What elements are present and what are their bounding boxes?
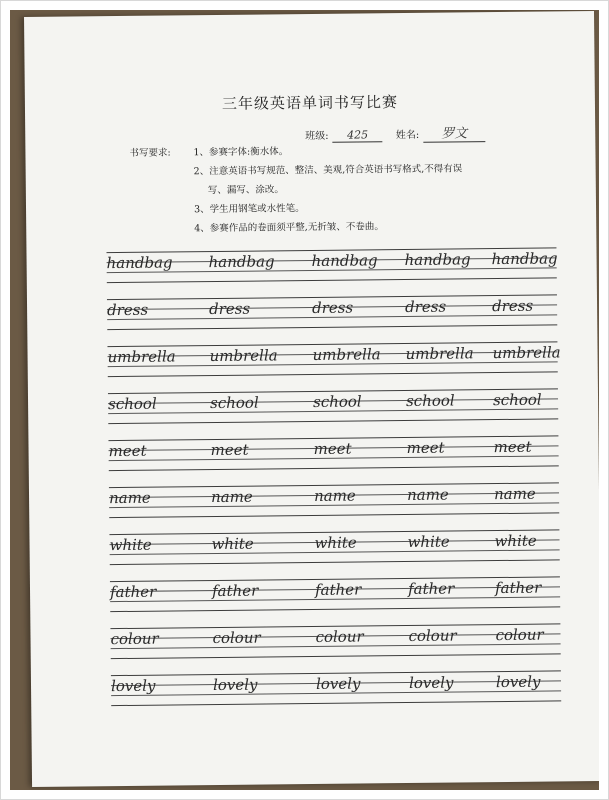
writing-row xyxy=(109,474,559,526)
handwritten-word: dress xyxy=(106,300,149,320)
writing-rows xyxy=(106,239,561,714)
handwritten-word: handbag xyxy=(311,251,378,270)
handwritten-word: dress xyxy=(311,298,354,317)
handwritten-word: handbag xyxy=(404,250,471,270)
handwritten-word: colour xyxy=(212,628,261,648)
document-title: 三年级英语单词书写比赛 xyxy=(221,93,399,113)
handwritten-word: umbrella xyxy=(312,345,381,364)
handwritten-word: umbrella xyxy=(405,344,474,364)
requirement-item: 2、注意英语书写规范、整洁、美观,符合英语书写格式,不得有误 xyxy=(193,163,463,178)
writing-row xyxy=(108,380,558,432)
requirements-label: 书写要求: xyxy=(129,147,171,159)
handwritten-word: school xyxy=(405,391,455,411)
handwritten-word: dress xyxy=(404,297,447,317)
handwritten-word: lovely xyxy=(408,673,454,692)
handwritten-word: handbag xyxy=(106,253,173,273)
handwritten-word: name xyxy=(493,484,536,504)
handwritten-word: dress xyxy=(208,299,251,319)
requirement-item: 写、漏写、涂改。 xyxy=(207,184,284,197)
handwritten-word: white xyxy=(211,534,254,554)
handwritten-word: colour xyxy=(408,626,457,645)
handwritten-word: school xyxy=(209,393,259,413)
handwritten-word: father xyxy=(407,579,455,598)
photo xyxy=(10,10,599,790)
handwritten-word: meet xyxy=(210,440,249,460)
writing-row xyxy=(111,662,561,714)
handwritten-word: white xyxy=(109,535,152,555)
handwritten-word: school xyxy=(312,392,362,411)
writing-row xyxy=(107,333,561,385)
handwritten-word: name xyxy=(108,488,151,508)
handwritten-word: white xyxy=(494,531,537,551)
handwritten-word: school xyxy=(107,394,157,414)
handwritten-word: colour xyxy=(110,629,159,649)
requirement-item: 3、学生用钢笔或水性笔。 xyxy=(193,203,305,216)
handwritten-word: meet xyxy=(108,441,147,461)
name-label: 姓名: xyxy=(395,129,420,142)
handwritten-word: father xyxy=(109,582,157,602)
handwritten-word: colour xyxy=(495,625,544,645)
handwritten-word: white xyxy=(314,533,357,552)
handwritten-word: school xyxy=(492,390,542,410)
handwritten-word: handbag xyxy=(208,252,275,272)
writing-row xyxy=(107,286,557,338)
handwritten-word: name xyxy=(313,486,356,505)
handwritten-word: father xyxy=(494,578,542,598)
writing-row xyxy=(106,239,556,291)
name-value: 罗文 xyxy=(423,122,485,143)
writing-row xyxy=(110,568,560,620)
class-value: 425 xyxy=(333,128,383,143)
handwritten-word: umbrella xyxy=(492,343,561,363)
requirement-item: 1、参赛字体:衡水体。 xyxy=(193,146,289,159)
handwritten-word: white xyxy=(407,532,450,551)
worksheet xyxy=(24,11,599,787)
class-label: 班级: xyxy=(305,130,329,143)
handwritten-word: umbrella xyxy=(209,346,278,366)
handwritten-word: lovely xyxy=(495,672,541,692)
handwritten-word: umbrella xyxy=(107,347,176,367)
handwritten-word: name xyxy=(210,487,253,507)
handwritten-word: name xyxy=(406,485,449,504)
writing-row xyxy=(108,427,558,479)
handwritten-word: colour xyxy=(315,627,364,646)
handwritten-word: meet xyxy=(493,437,532,457)
handwritten-word: meet xyxy=(406,438,445,458)
writing-row xyxy=(110,615,560,667)
writing-row xyxy=(109,521,559,573)
requirement-item: 4、参赛作品的卷面须平整,无折皱、不卷曲。 xyxy=(194,221,384,235)
handwritten-word: father xyxy=(314,580,362,599)
handwritten-word: lovely xyxy=(110,676,156,696)
handwritten-word: lovely xyxy=(315,674,361,693)
requirements-list xyxy=(193,139,594,238)
handwritten-word: lovely xyxy=(212,675,258,695)
handwritten-word: dress xyxy=(491,296,534,316)
handwritten-word: father xyxy=(211,581,259,601)
handwritten-word: meet xyxy=(313,439,352,458)
handwritten-word: handbag xyxy=(491,249,558,269)
